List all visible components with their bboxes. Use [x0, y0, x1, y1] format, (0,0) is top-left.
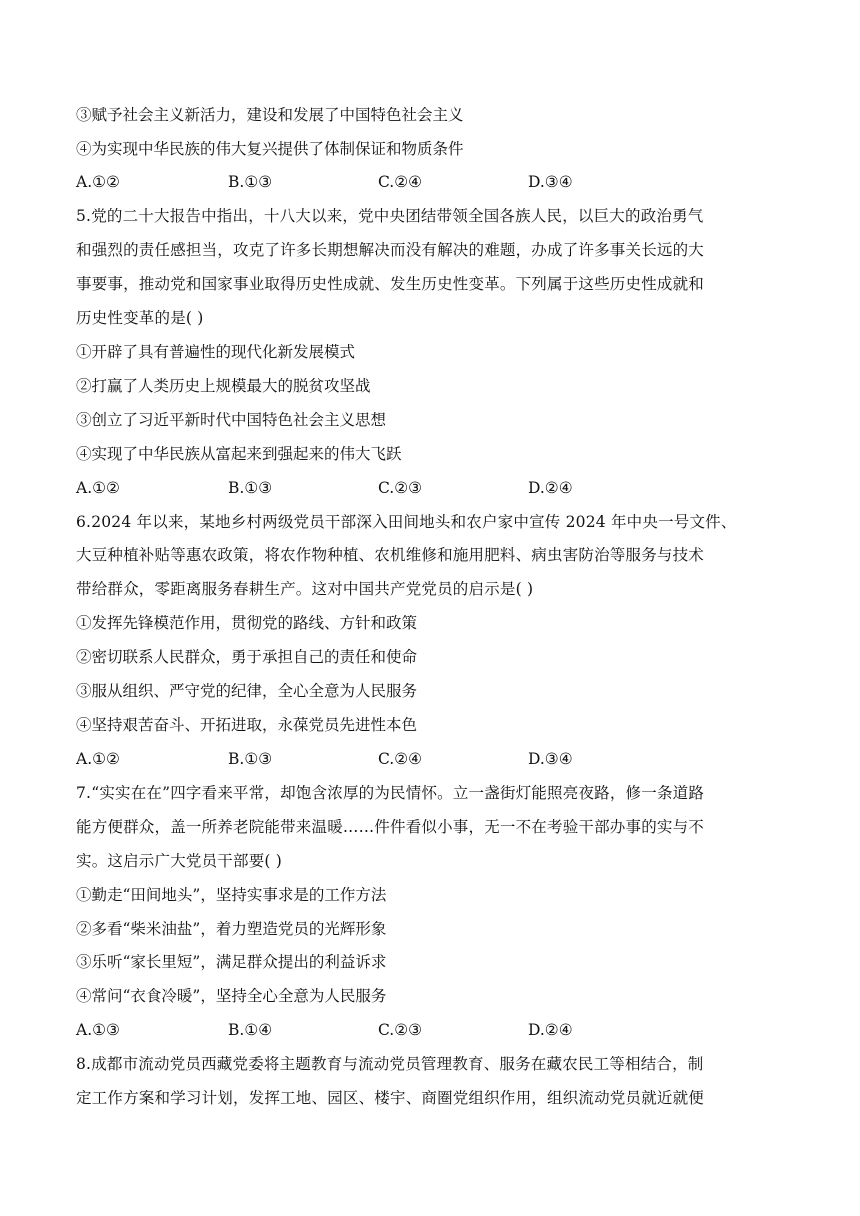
option-a: A.①② [76, 750, 120, 768]
option-c: C.②④ [378, 750, 423, 768]
option-c: C.②③ [378, 1021, 423, 1039]
option-a: A.①② [76, 173, 120, 191]
question-6-stem: 大豆种植补贴等惠农政策，将农作物种植、农机维修和施用肥料、病虫害防治等服务与技术 [76, 546, 705, 564]
option-b: B.①③ [228, 750, 273, 768]
question-5-stem: 历史性变革的是( ) [76, 309, 204, 327]
statement-line: ①勤走“田间地头”，坚持实事求是的工作方法 [76, 886, 387, 904]
question-5-stem: 和强烈的责任感担当，攻克了许多长期想解决而没有解决的难题，办成了许多事关长远的大 [76, 241, 705, 259]
option-d: D.③④ [528, 750, 573, 768]
option-d: D.③④ [528, 173, 573, 191]
statement-line: ④为实现中华民族的伟大复兴提供了体制保证和物质条件 [76, 140, 464, 158]
statement-line: ③服从组织、严守党的纪律，全心全意为人民服务 [76, 682, 418, 700]
question-5-stem: 5.党的二十大报告中指出，十八大以来，党中央团结带领全国各族人民，以巨大的政治勇气 [76, 207, 704, 225]
question-6-stem: 带给群众，零距离服务春耕生产。这对中国共产党党员的启示是( ) [76, 580, 534, 598]
option-c: C.②③ [378, 479, 423, 497]
option-b: B.①③ [228, 479, 273, 497]
question-7-stem: 实。这启示广大党员干部要( ) [76, 852, 283, 870]
option-b: B.①③ [228, 173, 273, 191]
question-5-stem: 事要事，推动党和国家事业取得历史性成就、发生历史性变革。下列属于这些历史性成就和 [76, 275, 705, 293]
question-7-stem: 能方便群众，盖一所养老院能带来温暖……件件看似小事，无一不在考验干部办事的实与不 [76, 818, 705, 836]
statement-line: ①发挥先锋模范作用，贯彻党的路线、方针和政策 [76, 614, 418, 632]
question-7-stem: 7.“实实在在”四字看来平常，却饱含浓厚的为民情怀。立一盏街灯能照亮夜路，修一条道路 [76, 784, 705, 802]
question-8-stem: 定工作方案和学习计划，发挥工地、园区、楼宇、商圈党组织作用，组织流动党员就近就便 [76, 1089, 705, 1107]
statement-line: ②打赢了人类历史上规模最大的脱贫攻坚战 [76, 377, 371, 395]
statement-line: ②多看“柴米油盐”，着力塑造党员的光辉形象 [76, 920, 387, 938]
option-a: A.①③ [76, 1021, 120, 1039]
statement-line: ③乐听“家长里短”，满足群众提出的利益诉求 [76, 953, 387, 971]
option-a: A.①② [76, 479, 120, 497]
question-8-stem: 8.成都市流动党员西藏党委将主题教育与流动党员管理教育、服务在藏农民工等相结合，制 [76, 1055, 704, 1073]
statement-line: ④坚持艰苦奋斗、开拓进取，永葆党员先进性本色 [76, 716, 418, 734]
statement-line: ③赋予社会主义新活力，建设和发展了中国特色社会主义 [76, 106, 464, 124]
statement-line: ②密切联系人民群众，勇于承担自己的责任和使命 [76, 648, 418, 666]
statement-line: ③创立了习近平新时代中国特色社会主义思想 [76, 411, 387, 429]
question-6-stem: 6.2024 年以来，某地乡村两级党员干部深入田间地头和农户家中宣传 2024 年中央一号文件、 [76, 513, 737, 531]
statement-line: ①开辟了具有普遍性的现代化新发展模式 [76, 343, 356, 361]
option-b: B.①④ [228, 1021, 273, 1039]
statement-line: ④常问“衣食冷暖”，坚持全心全意为人民服务 [76, 987, 387, 1005]
option-c: C.②④ [378, 173, 423, 191]
statement-line: ④实现了中华民族从富起来到强起来的伟大飞跃 [76, 445, 402, 463]
option-d: D.②④ [528, 1021, 573, 1039]
option-d: D.②④ [528, 479, 573, 497]
